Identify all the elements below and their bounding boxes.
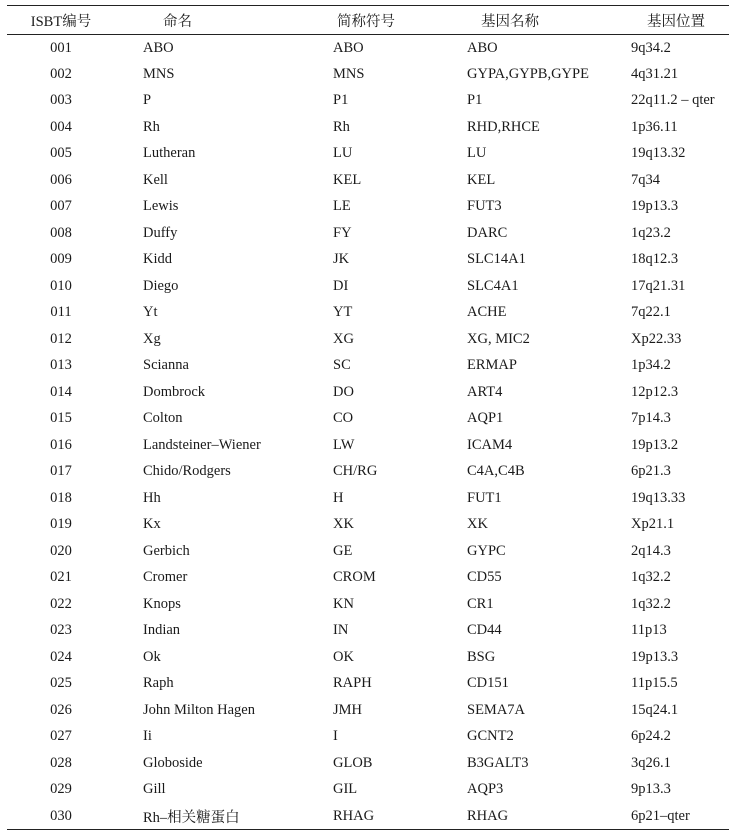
table-row	[7, 114, 729, 141]
gene-location-cell: 1q32.2	[631, 569, 671, 586]
table-row	[7, 353, 729, 380]
name-cell: Hh	[143, 489, 161, 506]
symbol-cell: CROM	[333, 569, 376, 586]
name-cell: Colton	[143, 410, 183, 427]
isbt-number-cell: 016	[50, 436, 72, 453]
name-cell: Diego	[143, 277, 179, 294]
gene-name-cell: ERMAP	[467, 357, 517, 374]
isbt-number-cell: 008	[50, 224, 72, 241]
name-cell: Kidd	[143, 251, 172, 268]
gene-location-cell: 19p13.3	[631, 198, 679, 215]
gene-location-cell: 9q34.2	[631, 39, 671, 56]
gene-location-cell: 1p36.11	[631, 118, 678, 135]
name-cell: Yt	[143, 304, 158, 321]
gene-location-cell: 6p21.3	[631, 463, 671, 480]
symbol-cell: GE	[333, 542, 353, 559]
gene-location-cell: 15q24.1	[631, 701, 679, 718]
isbt-number-cell: 013	[50, 357, 72, 374]
gene-name-cell: GYPA,GYPB,GYPE	[467, 65, 589, 82]
name-cell: P	[143, 92, 152, 109]
gene-location-cell: 7q22.1	[631, 304, 671, 321]
symbol-cell: KN	[333, 595, 354, 612]
table-row	[7, 141, 729, 168]
gene-name-cell: CD44	[467, 622, 502, 639]
symbol-cell: SC	[333, 357, 351, 374]
gene-name-cell: ABO	[467, 39, 498, 56]
isbt-number-cell: 017	[50, 463, 72, 480]
isbt-number-cell: 012	[50, 330, 72, 347]
gene-location-cell: 3q26.1	[631, 754, 671, 771]
table-row	[7, 724, 729, 751]
isbt-number-cell: 025	[50, 675, 72, 692]
symbol-cell: GLOB	[333, 754, 373, 771]
table-row	[7, 485, 729, 512]
symbol-cell: KEL	[333, 171, 362, 188]
gene-location-cell: 17q21.31	[631, 277, 686, 294]
name-cell: Knops	[143, 595, 181, 612]
table-row	[7, 538, 729, 565]
name-cell: Indian	[143, 622, 181, 639]
table-body	[7, 35, 729, 830]
isbt-number-cell: 010	[50, 277, 72, 294]
isbt-number-cell: 027	[50, 728, 72, 745]
gene-name-cell: KEL	[467, 171, 496, 188]
header-name: 命名	[163, 13, 192, 30]
name-cell: John Milton Hagen	[143, 701, 255, 718]
gene-location-cell: 19p13.3	[631, 648, 679, 665]
gene-location-cell: 7q34	[631, 171, 660, 188]
gene-location-cell: 7p14.3	[631, 410, 671, 427]
symbol-cell: YT	[333, 304, 353, 321]
name-cell: MNS	[143, 65, 175, 82]
gene-location-cell: Xp21.1	[631, 516, 675, 533]
isbt-number-cell: 029	[50, 781, 72, 798]
symbol-cell: P1	[333, 92, 349, 109]
gene-location-cell: Xp22.33	[631, 330, 682, 347]
name-cell: Kell	[143, 171, 168, 188]
isbt-number-cell: 001	[50, 39, 72, 56]
table-row	[7, 379, 729, 406]
symbol-cell: MNS	[333, 65, 365, 82]
table-row	[7, 167, 729, 194]
gene-location-cell: 18q12.3	[631, 251, 679, 268]
table-row	[7, 459, 729, 486]
symbol-cell: IN	[333, 622, 349, 639]
gene-name-cell: C4A,C4B	[467, 463, 525, 480]
isbt-number-cell: 021	[50, 569, 72, 586]
table-row	[7, 671, 729, 698]
name-cell: Raph	[143, 675, 174, 692]
gene-name-cell: P1	[467, 92, 483, 109]
isbt-number-cell: 006	[50, 171, 72, 188]
gene-name-cell: CR1	[467, 595, 494, 612]
table-row	[7, 591, 729, 618]
gene-location-cell: 4q31.21	[631, 65, 679, 82]
gene-location-cell: 19p13.2	[631, 436, 679, 453]
isbt-number-cell: 014	[50, 383, 72, 400]
symbol-cell: JK	[333, 251, 350, 268]
blood-group-table-container	[7, 5, 729, 830]
isbt-number-cell: 023	[50, 622, 72, 639]
table-row	[7, 247, 729, 274]
gene-location-cell: 11p13	[631, 622, 667, 639]
symbol-cell: LU	[333, 145, 353, 162]
name-cell: Landsteiner–Wiener	[143, 436, 261, 453]
symbol-cell: DI	[333, 277, 349, 294]
isbt-number-cell: 030	[50, 807, 72, 824]
symbol-cell: CH/RG	[333, 463, 378, 480]
symbol-cell: ABO	[333, 39, 364, 56]
gene-name-cell: SLC4A1	[467, 277, 519, 294]
gene-name-cell: SLC14A1	[467, 251, 526, 268]
gene-location-cell: 19q13.32	[631, 145, 686, 162]
name-cell: Ii	[143, 728, 152, 745]
header-isbt-number: ISBT编号	[30, 13, 92, 30]
isbt-number-cell: 007	[50, 198, 72, 215]
gene-name-cell: GCNT2	[467, 728, 514, 745]
symbol-cell: XG	[333, 330, 354, 347]
symbol-cell: CO	[333, 410, 354, 427]
name-cell: Gill	[143, 781, 166, 798]
symbol-cell: LE	[333, 198, 351, 215]
gene-location-cell: 1q23.2	[631, 224, 671, 241]
name-cell: Duffy	[143, 224, 178, 241]
table-row	[7, 565, 729, 592]
gene-name-cell: BSG	[467, 648, 496, 665]
gene-name-cell: ACHE	[467, 304, 507, 321]
gene-name-cell: B3GALT3	[467, 754, 529, 771]
gene-name-cell: CD55	[467, 569, 502, 586]
gene-name-cell: AQP1	[467, 410, 504, 427]
isbt-number-cell: 024	[50, 648, 72, 665]
gene-name-cell: ART4	[467, 383, 503, 400]
gene-location-cell: 19q13.33	[631, 489, 686, 506]
header-gene-name: 基因名称	[481, 13, 539, 30]
gene-location-cell: 12p12.3	[631, 383, 679, 400]
table-row	[7, 697, 729, 724]
name-cell: Rh–相关糖蛋白	[143, 809, 240, 826]
gene-location-cell: 11p15.5	[631, 675, 678, 692]
table-row	[7, 432, 729, 459]
name-cell: Scianna	[143, 357, 189, 374]
gene-name-cell: SEMA7A	[467, 701, 526, 718]
isbt-number-cell: 015	[50, 410, 72, 427]
name-cell: Ok	[143, 648, 161, 665]
symbol-cell: GIL	[333, 781, 358, 798]
table-row	[7, 61, 729, 88]
table-row	[7, 512, 729, 539]
symbol-cell: Rh	[333, 118, 350, 135]
gene-name-cell: RHD,RHCE	[467, 118, 540, 135]
gene-name-cell: CD151	[467, 675, 509, 692]
header-symbol: 简称符号	[337, 13, 395, 30]
table-row	[7, 406, 729, 433]
name-cell: Lutheran	[143, 145, 196, 162]
gene-location-cell: 6p24.2	[631, 728, 671, 745]
symbol-cell: I	[333, 728, 338, 745]
table-row	[7, 750, 729, 777]
name-cell: Kx	[143, 516, 161, 533]
isbt-number-cell: 005	[50, 145, 72, 162]
name-cell: ABO	[143, 39, 174, 56]
isbt-number-cell: 004	[50, 118, 72, 135]
gene-name-cell: AQP3	[467, 781, 504, 798]
table-header	[7, 6, 729, 35]
gene-location-cell: 2q14.3	[631, 542, 671, 559]
table-row	[7, 618, 729, 645]
table-row	[7, 220, 729, 247]
symbol-cell: LW	[333, 436, 355, 453]
table-row	[7, 35, 729, 62]
isbt-number-cell: 002	[50, 65, 72, 82]
symbol-cell: RAPH	[333, 675, 372, 692]
symbol-cell: RHAG	[333, 807, 375, 824]
symbol-cell: OK	[333, 648, 354, 665]
table-row	[7, 194, 729, 221]
symbol-cell: DO	[333, 383, 354, 400]
table-row	[7, 777, 729, 804]
gene-name-cell: FUT3	[467, 198, 502, 215]
gene-name-cell: FUT1	[467, 489, 502, 506]
gene-name-cell: XK	[467, 516, 488, 533]
isbt-number-cell: 011	[50, 304, 72, 321]
blood-group-systems-table	[7, 5, 729, 830]
gene-name-cell: DARC	[467, 224, 508, 241]
symbol-cell: FY	[333, 224, 352, 241]
symbol-cell: H	[333, 489, 344, 506]
isbt-number-cell: 028	[50, 754, 72, 771]
isbt-number-cell: 019	[50, 516, 72, 533]
gene-name-cell: XG, MIC2	[467, 330, 530, 347]
name-cell: Globoside	[143, 754, 203, 771]
gene-name-cell: GYPC	[467, 542, 506, 559]
gene-name-cell: ICAM4	[467, 436, 513, 453]
isbt-number-cell: 018	[50, 489, 72, 506]
isbt-number-cell: 020	[50, 542, 72, 559]
isbt-number-cell: 022	[50, 595, 72, 612]
symbol-cell: XK	[333, 516, 354, 533]
name-cell: Gerbich	[143, 542, 190, 559]
header-gene-location: 基因位置	[647, 13, 705, 30]
table-row	[7, 644, 729, 671]
name-cell: Cromer	[143, 569, 188, 586]
symbol-cell: JMH	[333, 701, 363, 718]
table-row	[7, 326, 729, 353]
isbt-number-cell: 026	[50, 701, 72, 718]
gene-location-cell: 1p34.2	[631, 357, 671, 374]
header-row	[7, 6, 729, 35]
gene-location-cell: 6p21–qter	[631, 807, 690, 824]
gene-location-cell: 22q11.2 – qter	[631, 92, 715, 109]
name-cell: Xg	[143, 330, 161, 347]
table-row	[7, 300, 729, 327]
isbt-number-cell: 009	[50, 251, 72, 268]
name-cell: Lewis	[143, 198, 179, 215]
name-cell: Rh	[143, 118, 160, 135]
gene-location-cell: 9p13.3	[631, 781, 671, 798]
isbt-number-cell: 003	[50, 92, 72, 109]
name-cell: Dombrock	[143, 383, 206, 400]
gene-name-cell: RHAG	[467, 807, 509, 824]
gene-name-cell: LU	[467, 145, 487, 162]
gene-location-cell: 1q32.2	[631, 595, 671, 612]
name-cell: Chido/Rodgers	[143, 463, 231, 480]
table-row	[7, 88, 729, 115]
table-row	[7, 273, 729, 300]
table-row	[7, 803, 729, 830]
